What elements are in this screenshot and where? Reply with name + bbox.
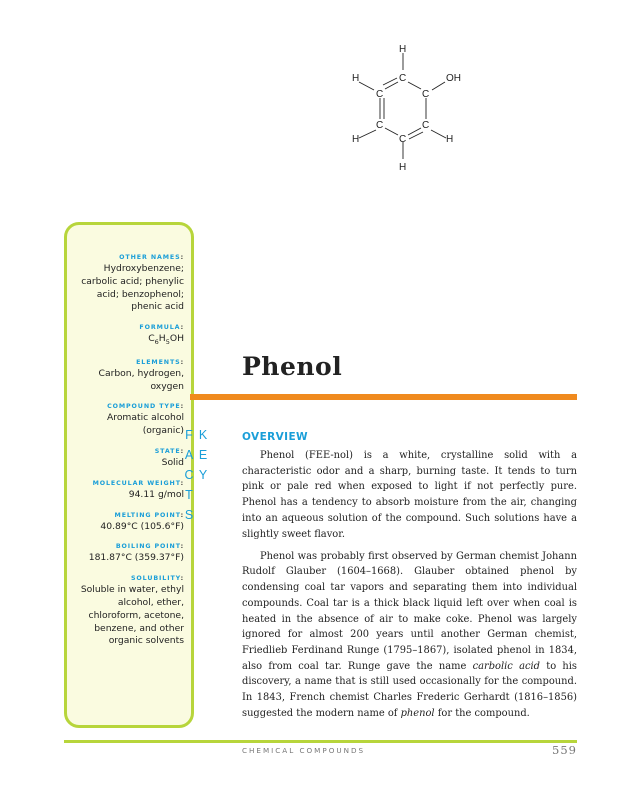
fact-value: Carbon, hydrogen, oxygen <box>98 367 184 392</box>
footer-rule <box>64 740 577 743</box>
article-body <box>242 448 577 728</box>
fact-label: FORMULA : <box>75 323 184 333</box>
atom-h-top: H <box>399 44 407 55</box>
fact-label: MOLECULAR WEIGHT : <box>75 479 184 489</box>
bond-oh <box>432 82 445 90</box>
atom-h-lower-right: H <box>446 134 454 145</box>
fact-label: STATE : <box>75 447 184 457</box>
formula-h-subscript: 5 <box>165 338 170 347</box>
page-number: 559 <box>552 743 577 757</box>
bond-upper-left-h <box>359 82 374 90</box>
fact-melting-point <box>75 511 184 534</box>
fact-state <box>75 447 184 470</box>
formula-h: H <box>158 333 166 345</box>
fact-compound-type <box>75 402 184 438</box>
fact-value: 181.87°C (359.37°F) <box>88 552 184 564</box>
atom-c-upper-right: C <box>422 89 430 100</box>
paragraph-2-part-b: to his discovery, a name that is still used occasionally for the compound. In 1843, French chemist Charles Frederic Gerhardt (1816–1856) suggested the modern name of <box>242 660 578 719</box>
fact-other-names <box>75 253 184 314</box>
fact-elements <box>75 358 184 394</box>
formula-value <box>75 333 184 349</box>
paragraph-1: Phenol (FEE-nol) is a white, crystalline solid with a characteristic odor and a sharp, burning taste. It tends to turn pink or pale red when exposed to light if not perfectly pure. Phenol has a tendency to absorb moisture from the air, changing into an aqueous solution of the compound. Such solutions have a slightly sweet flavor. <box>242 450 577 540</box>
paragraph-2-part-c: for the compound. <box>434 707 530 719</box>
atom-h-upper-left: H <box>352 73 360 84</box>
term-carbolic-acid: carbolic acid <box>472 660 540 672</box>
atom-oh: OH <box>446 73 461 84</box>
section-heading-overview: OVERVIEW <box>242 431 309 443</box>
fact-label: COMPOUND TYPE : <box>75 402 184 412</box>
fact-molecular-weight <box>75 479 184 502</box>
fact-label: SOLUBILITY : <box>75 574 184 584</box>
atom-c-bottom: C <box>399 134 407 145</box>
ring-bond-2 <box>408 82 421 89</box>
formula-oh: OH <box>169 333 184 345</box>
fact-value: 94.11 g/mol <box>128 488 184 500</box>
fact-value: 40.89°C (105.6°F) <box>100 520 184 532</box>
fact-value: Solid <box>161 457 184 468</box>
ring-bond-5 <box>385 128 398 135</box>
phenol-structure-diagram <box>340 38 470 178</box>
atom-h-lower-left: H <box>352 134 360 145</box>
term-phenol: phenol <box>400 707 435 719</box>
fact-value: Aromatic alcohol (organic) <box>106 412 184 437</box>
fact-formula <box>75 323 184 349</box>
fact-label: BOILING POINT : <box>75 542 184 552</box>
formula-c-subscript: 6 <box>154 338 159 347</box>
atom-c-top: C <box>399 73 407 84</box>
fact-label: ELEMENTS : <box>75 358 184 368</box>
fact-label: MELTING POINT : <box>75 511 184 521</box>
atom-c-upper-left: C <box>376 89 384 100</box>
bond-lower-left-h <box>359 130 376 138</box>
page-title: Phenol <box>242 352 343 381</box>
atom-c-lower-left: C <box>376 120 384 131</box>
fact-label: OTHER NAMES : <box>75 253 184 263</box>
key-facts-sidebar <box>64 222 194 728</box>
key-facts-tab-label: KEY FACTS <box>182 428 210 528</box>
key-facts-list <box>75 253 184 657</box>
paragraph-2-part-a: Phenol was probably first observed by German chemist Johann Rudolf Glauber (1604–1668). Glauber obtained phenol by condensing coal tar vapors and separating them into individual compounds. Coal tar is a thick black liquid left over when coal is heated in the absence of air to make coke. Phenol was largely ignored for almost 200 years until another German chemist, Friedlieb Ferdinand Runge (1795–1867), isolated phenol in 1834, also from coal tar. Runge gave the name <box>242 550 577 672</box>
atom-h-bottom: H <box>399 162 407 173</box>
formula-c: C <box>148 333 155 345</box>
atom-c-lower-right: C <box>422 120 430 131</box>
fact-boiling-point <box>75 542 184 565</box>
paragraph-2 <box>242 549 577 722</box>
fact-value: Soluble in water, ethyl alcohol, ether, chloroform, acetone, benzene, and other organic solvents <box>80 584 184 647</box>
fact-solubility <box>75 574 184 648</box>
title-rule <box>190 394 577 400</box>
bond-lower-right-h <box>431 130 446 138</box>
fact-value: Hydroxybenzene; carbolic acid; phenylic acid; benzophenol; phenic acid <box>81 263 184 313</box>
footer-book-title: CHEMICAL COMPOUNDS <box>242 746 366 755</box>
